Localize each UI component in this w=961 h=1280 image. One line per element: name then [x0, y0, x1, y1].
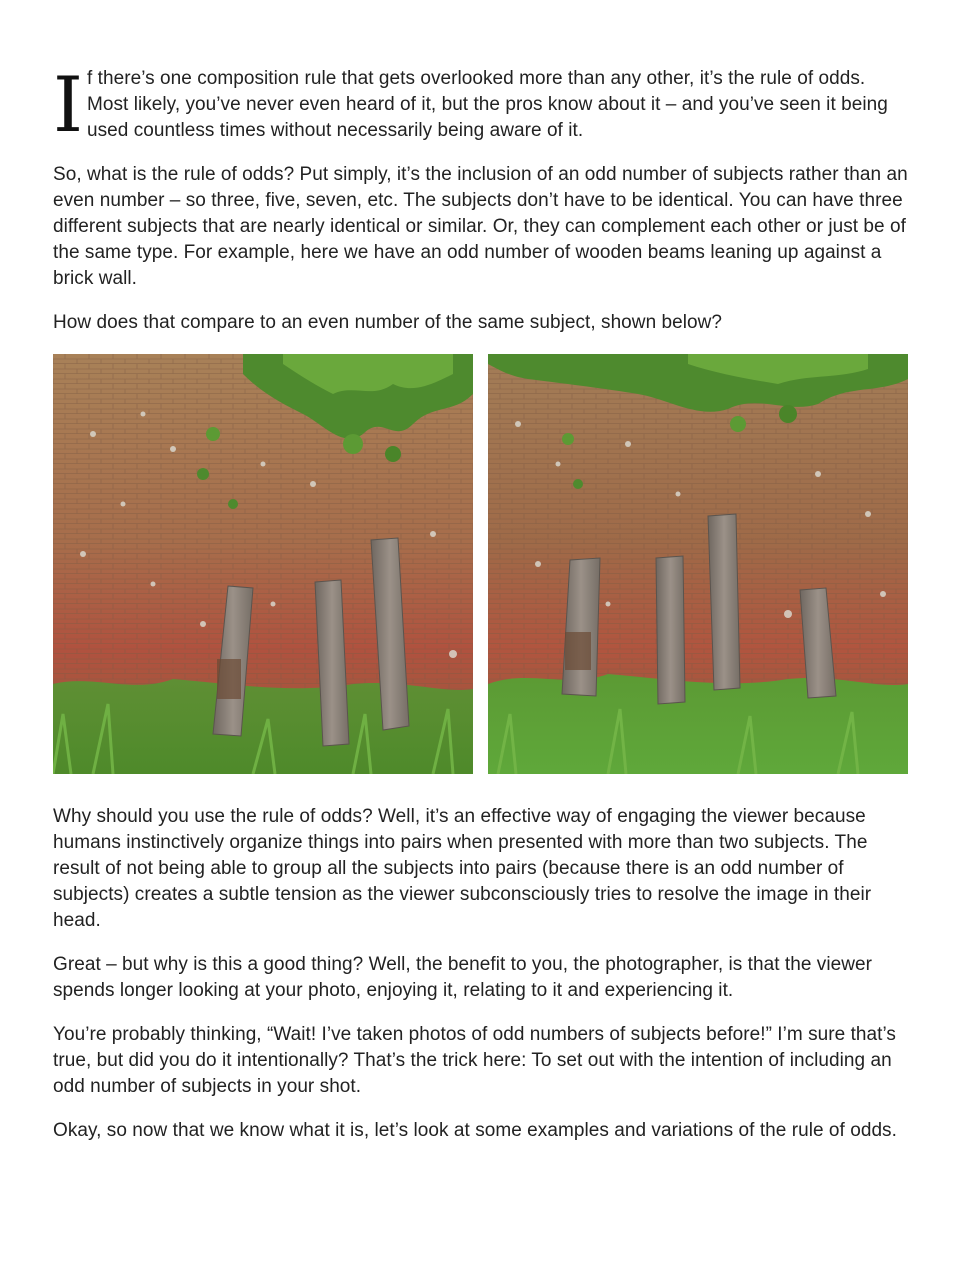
- intro-text: f there’s one composition rule that gets overlooked more than any other, it’s the rule of odds. Most likely, you’ve never even heard of it, but the pros know about it – and you’ve seen it being used countless times without necessarily being aware of it.: [87, 68, 888, 141]
- paragraph-what-is-rule: So, what is the rule of odds? Put simply, it’s the inclusion of an odd number of subjects rather than an even number – so three, five, seven, etc. The subjects don’t have to be identical. You can have three different subjects that are nearly identical or similar. Or, they can complement each other or just be of the same type. For example, here we have an odd number of wooden beams leaning up against a brick wall.: [53, 164, 908, 289]
- article-body: [53, 60, 909, 1162]
- paragraph-comparison-lead: How does that compare to an even number of the same subject, shown below?: [53, 312, 723, 333]
- drop-cap: I: [53, 60, 84, 149]
- paragraph-why-use: Why should you use the rule of odds? Well, it’s an effective way of engaging the viewer because humans instinctively organize things into pairs when presented with more than two subjects. The result of not being able to group all the subjects into pairs (because there is an odd number of subjects) creates a subtle tension as the viewer subconsciously tries to resolve the image in their head.: [53, 806, 872, 931]
- photo-three-beams: [53, 354, 473, 774]
- paragraph-benefit: Great – but why is this a good thing? Well, the benefit to you, the photographer, is that the viewer spends longer looking at your photo, enjoying it, relating to it and experiencing it.: [53, 954, 872, 1001]
- paragraph-examples-lead: Okay, so now that we know what it is, let’s look at some examples and variations of the rule of odds.: [53, 1120, 897, 1141]
- intro-paragraph: [53, 60, 909, 149]
- photo-pair: [53, 354, 909, 774]
- paragraph-intention: You’re probably thinking, “Wait! I’ve taken photos of odd numbers of subjects before!” I’m sure that’s true, but did you do it intentionally? That’s the trick here: To set out with the intention of including an odd number of subjects in your shot.: [53, 1024, 896, 1097]
- photo-four-beams: [488, 354, 908, 774]
